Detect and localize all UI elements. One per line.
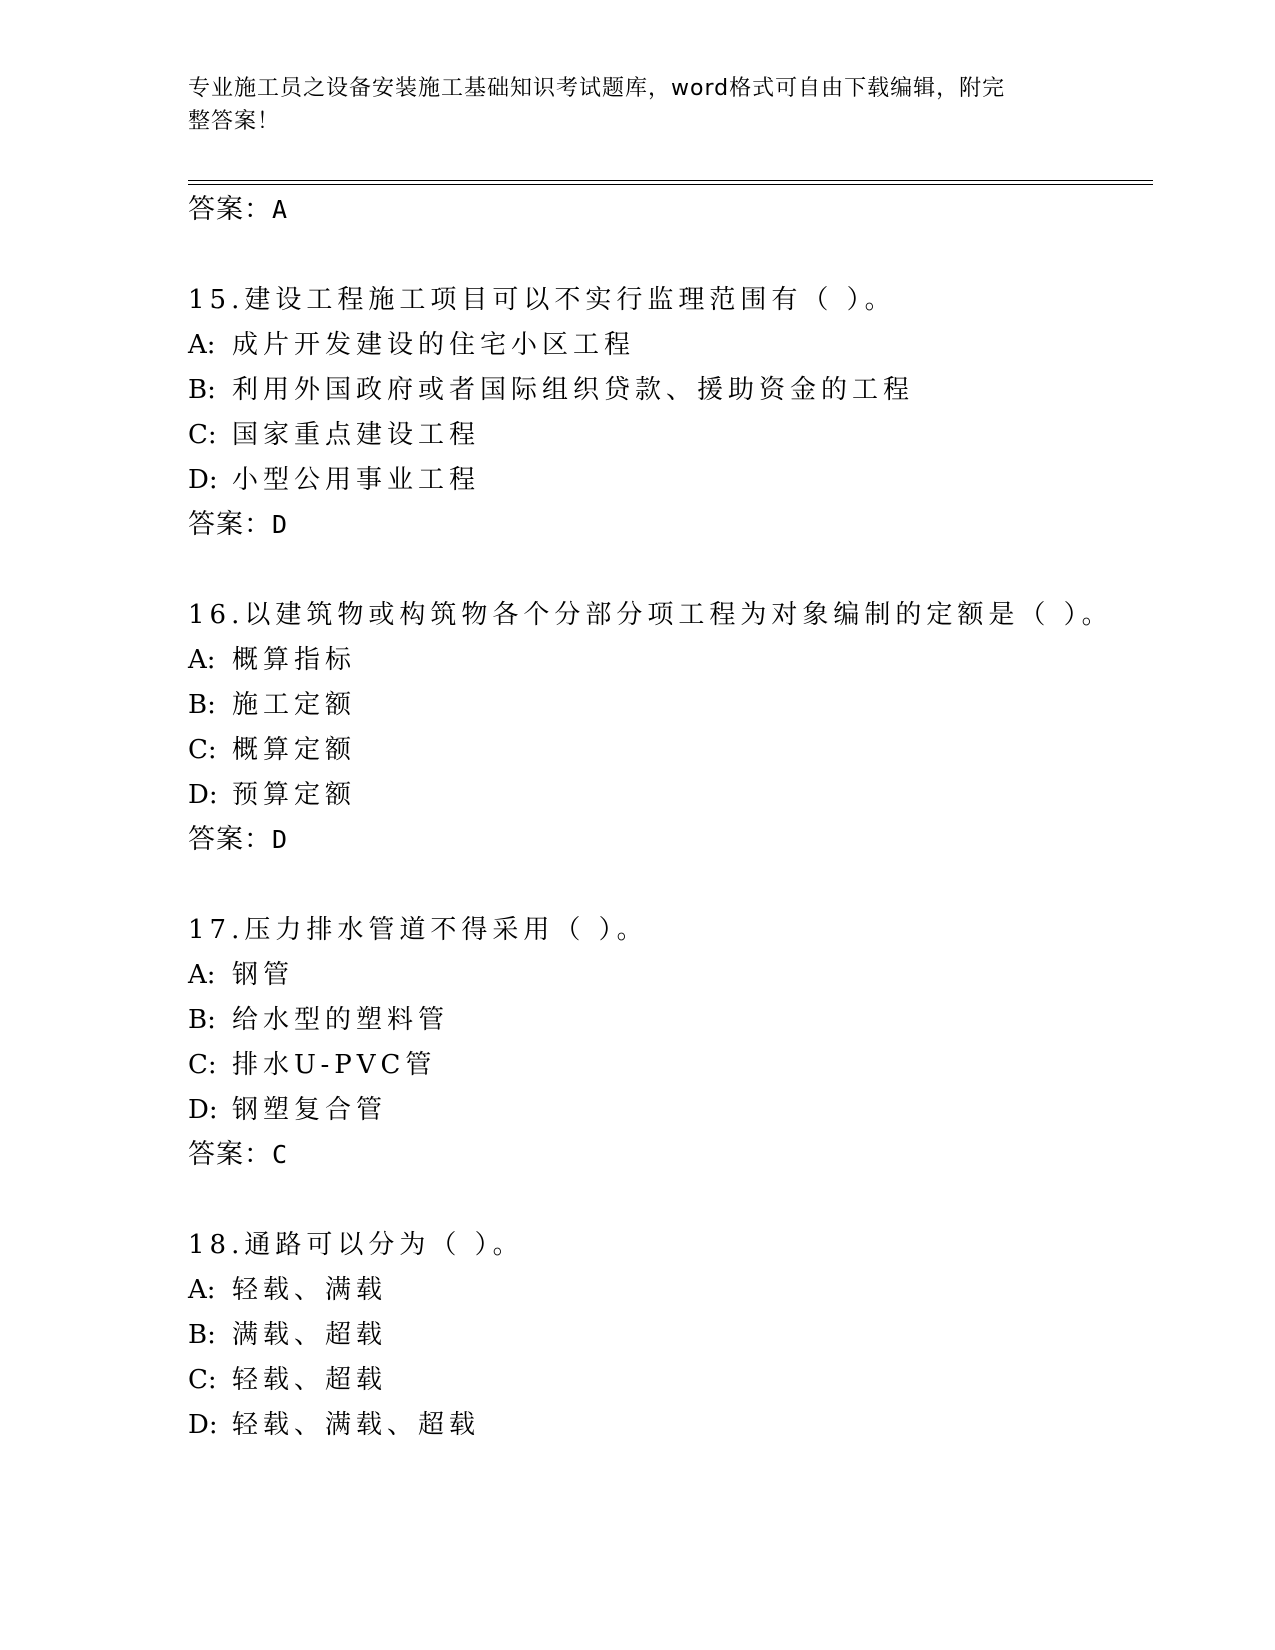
- option-text: 轻载、满载、超载: [232, 1410, 481, 1440]
- option-d: [188, 1403, 1148, 1448]
- answer-label: 答案：: [188, 824, 272, 855]
- option-text: 排水U-PVC管: [232, 1050, 437, 1080]
- option-b: [188, 368, 1148, 413]
- answer-value: A: [272, 195, 289, 224]
- option-letter: D:: [188, 1410, 218, 1440]
- option-text: 轻载、超载: [232, 1365, 388, 1395]
- question-15: [188, 278, 1148, 503]
- question-stem: 15.建设工程施工项目可以不实行监理范围有（ ）。: [188, 285, 896, 315]
- question-stem: 18.通路可以分为（ ）。: [188, 1230, 524, 1260]
- option-text: 小型公用事业工程: [232, 465, 481, 495]
- option-letter: B:: [188, 1005, 216, 1035]
- option-text: 概算定额: [232, 735, 357, 765]
- option-letter: A:: [188, 330, 216, 360]
- document-header: [188, 72, 1068, 138]
- answer-16: [188, 823, 288, 857]
- option-a: [188, 323, 1148, 368]
- option-b: [188, 998, 1148, 1043]
- option-a: [188, 638, 1148, 683]
- option-c: [188, 413, 1148, 458]
- option-d: [188, 458, 1148, 503]
- answer-label: 答案：: [188, 1139, 272, 1170]
- question-16: [188, 593, 1148, 818]
- option-c: [188, 1358, 1148, 1403]
- option-text: 轻载、满载: [232, 1275, 388, 1305]
- option-letter: C:: [188, 420, 217, 450]
- option-c: [188, 1043, 1148, 1088]
- header-line-1: 专业施工员之设备安装施工基础知识考试题库，word格式可自由下载编辑，附完: [188, 76, 1006, 101]
- question-stem: 16.以建筑物或构筑物各个分部分项工程为对象编制的定额是（ ）。: [188, 600, 1113, 630]
- option-text: 钢管: [232, 960, 295, 990]
- header-divider-bottom: [188, 184, 1153, 185]
- answer-value: D: [272, 510, 289, 539]
- option-a: [188, 1268, 1148, 1313]
- option-d: [188, 1088, 1148, 1133]
- option-letter: A:: [188, 645, 216, 675]
- option-letter: C:: [188, 735, 217, 765]
- previous-answer: [188, 193, 288, 227]
- option-letter: D:: [188, 1095, 218, 1125]
- option-b: [188, 1313, 1148, 1358]
- option-letter: B:: [188, 1320, 216, 1350]
- answer-15: [188, 508, 288, 542]
- option-text: 利用外国政府或者国际组织贷款、援助资金的工程: [232, 375, 915, 405]
- header-line-2: 整答案！: [188, 109, 281, 134]
- option-text: 钢塑复合管: [232, 1095, 388, 1125]
- option-text: 国家重点建设工程: [232, 420, 481, 450]
- answer-label: 答案：: [188, 194, 272, 225]
- option-text: 预算定额: [232, 780, 357, 810]
- answer-value: D: [272, 825, 289, 854]
- question-stem: 17.压力排水管道不得采用（ ）。: [188, 915, 648, 945]
- header-divider-top: [188, 180, 1153, 181]
- option-d: [188, 773, 1148, 818]
- question-18: [188, 1223, 1148, 1448]
- answer-17: [188, 1138, 288, 1172]
- question-17: [188, 908, 1148, 1133]
- option-letter: C:: [188, 1365, 217, 1395]
- option-text: 满载、超载: [232, 1320, 388, 1350]
- answer-value: C: [272, 1140, 289, 1169]
- option-b: [188, 683, 1148, 728]
- option-text: 成片开发建设的住宅小区工程: [232, 330, 636, 360]
- option-text: 概算指标: [232, 645, 357, 675]
- option-letter: D:: [188, 780, 218, 810]
- option-letter: C:: [188, 1050, 217, 1080]
- option-letter: D:: [188, 465, 218, 495]
- option-text: 给水型的塑料管: [232, 1005, 450, 1035]
- option-letter: A:: [188, 960, 216, 990]
- option-text: 施工定额: [232, 690, 357, 720]
- option-a: [188, 953, 1148, 998]
- option-c: [188, 728, 1148, 773]
- option-letter: B:: [188, 690, 216, 720]
- answer-label: 答案：: [188, 509, 272, 540]
- option-letter: B:: [188, 375, 216, 405]
- option-letter: A:: [188, 1275, 216, 1305]
